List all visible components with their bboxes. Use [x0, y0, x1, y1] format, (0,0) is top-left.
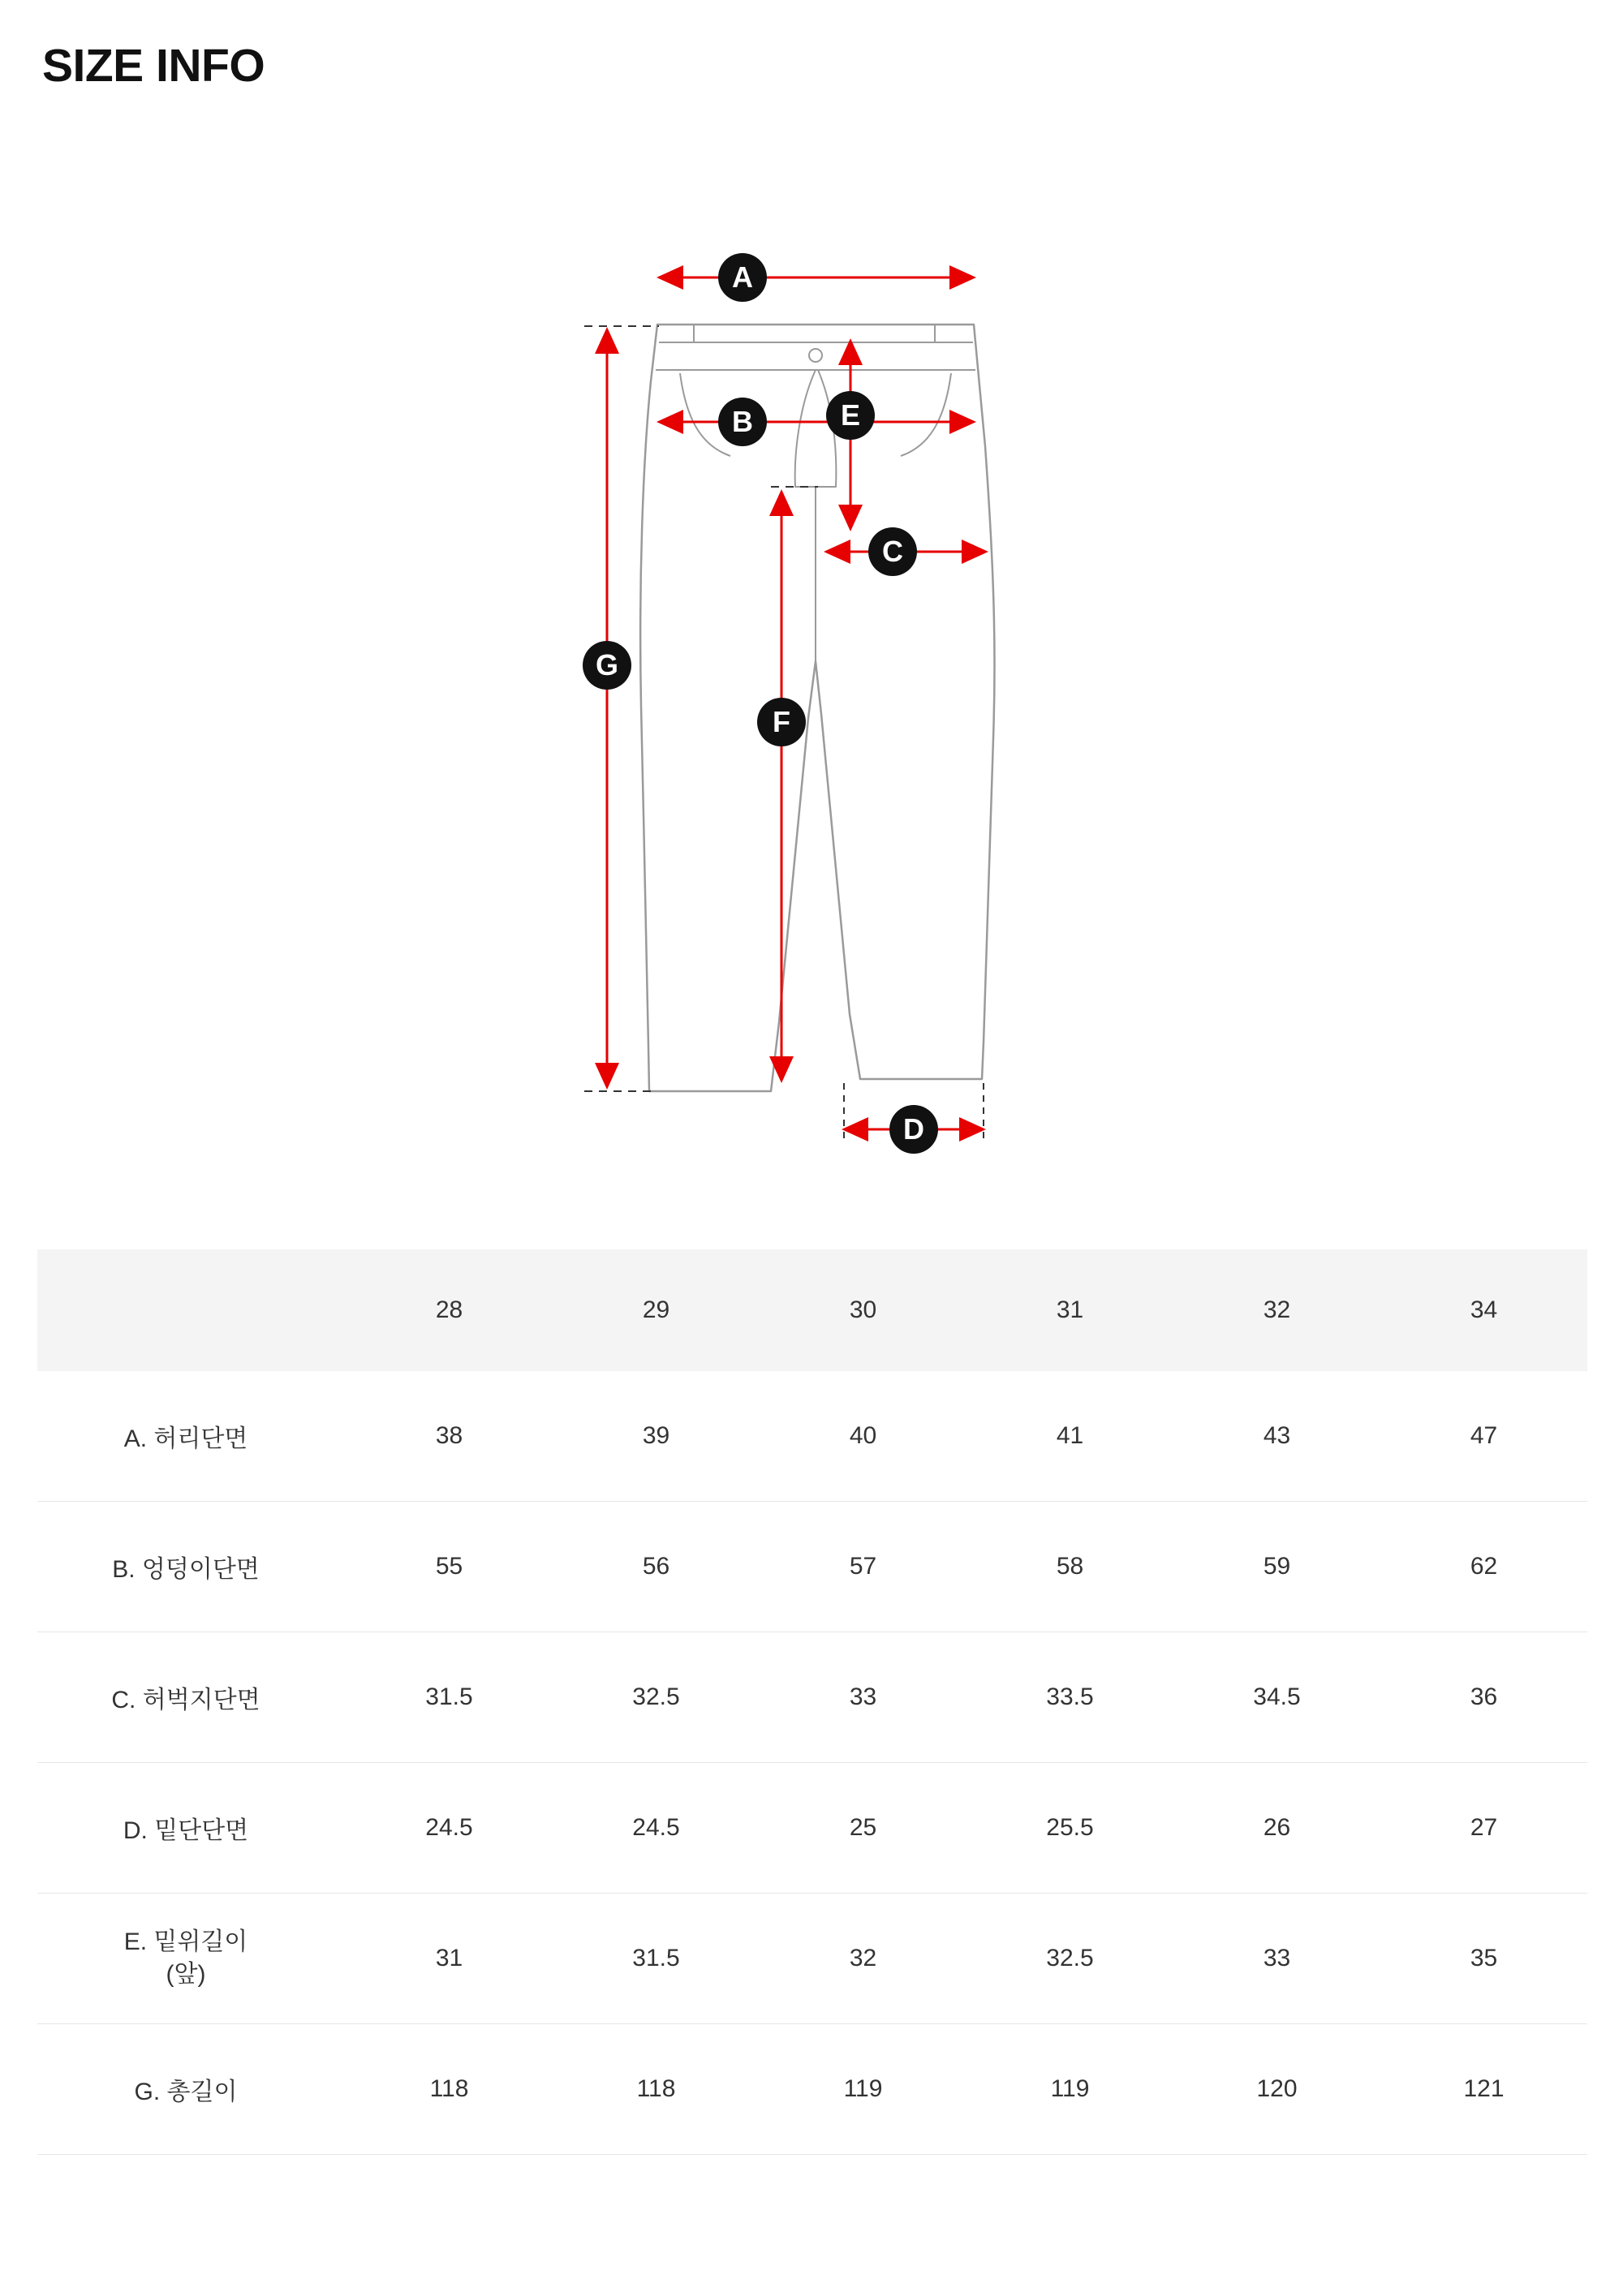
row-label: C. 허벅지단면 — [111, 1687, 260, 1713]
cell: 118 — [636, 2075, 676, 2102]
table-row — [37, 1371, 1587, 1502]
cell: 119 — [1050, 2075, 1090, 2102]
svg-text:D: D — [903, 1112, 924, 1146]
table-row — [37, 1763, 1587, 1894]
cell: 26 — [1263, 1814, 1291, 1841]
marker-f — [757, 698, 806, 746]
cell: 33 — [849, 1683, 877, 1710]
cell: 34.5 — [1253, 1683, 1301, 1710]
cell: 25 — [849, 1814, 877, 1841]
table-row — [37, 1632, 1587, 1763]
row-label — [37, 1894, 346, 2024]
cell: 31.5 — [632, 1945, 680, 1971]
svg-text:F: F — [773, 705, 790, 738]
cell: 57 — [849, 1553, 877, 1580]
cell: 58 — [1056, 1553, 1084, 1580]
marker-c — [868, 527, 917, 576]
column-header-3: 31 — [966, 1249, 1173, 1371]
cell: 24.5 — [632, 1814, 680, 1841]
page-title: SIZE INFO — [42, 40, 265, 92]
cell: 56 — [642, 1553, 670, 1580]
cell: 121 — [1463, 2075, 1505, 2102]
pants-outline — [640, 325, 994, 1091]
size-table — [37, 1249, 1587, 2155]
cell: 33 — [1263, 1945, 1291, 1971]
svg-text:E: E — [840, 398, 861, 432]
svg-text:G: G — [595, 648, 619, 681]
column-header-1: 29 — [553, 1249, 760, 1371]
marker-d — [889, 1105, 938, 1154]
cell: 118 — [429, 2075, 469, 2102]
row-label-line2: (앞) — [166, 1961, 206, 1988]
cell: 25.5 — [1046, 1814, 1094, 1841]
table-header-row — [37, 1249, 1587, 1371]
column-header-0: 28 — [346, 1249, 553, 1371]
cell: 120 — [1256, 2075, 1298, 2102]
table-row — [37, 2024, 1587, 2155]
size-table-head — [37, 1249, 1587, 1371]
row-label-line1: E. 밑위길이 — [123, 1928, 248, 1955]
cell: 31 — [435, 1945, 463, 1971]
svg-text:A: A — [732, 260, 753, 294]
cell: 32 — [849, 1945, 877, 1971]
cell: 40 — [849, 1422, 877, 1449]
row-label: D. 밑단단면 — [123, 1817, 249, 1844]
marker-g — [583, 641, 631, 690]
size-table-wrapper — [37, 1249, 1587, 2155]
pants-diagram-svg — [0, 219, 1623, 1225]
cell: 32.5 — [632, 1683, 680, 1710]
column-header-4: 32 — [1173, 1249, 1380, 1371]
marker-a — [718, 253, 767, 302]
cell: 33.5 — [1046, 1683, 1094, 1710]
corner-cell — [37, 1249, 346, 1371]
cell: 119 — [843, 2075, 883, 2102]
cell: 31.5 — [425, 1683, 473, 1710]
marker-b — [718, 398, 767, 446]
svg-text:B: B — [732, 405, 753, 438]
cell: 27 — [1470, 1814, 1498, 1841]
row-label: A. 허리단면 — [123, 1425, 248, 1452]
measurement-diagram — [0, 219, 1623, 1225]
row-label: G. 총길이 — [134, 2079, 238, 2105]
cell: 41 — [1056, 1422, 1084, 1449]
row-label: B. 엉덩이단면 — [112, 1556, 260, 1583]
cell: 55 — [435, 1553, 463, 1580]
cell: 36 — [1470, 1683, 1498, 1710]
cell: 62 — [1470, 1553, 1498, 1580]
marker-e — [826, 391, 875, 440]
cell: 47 — [1470, 1422, 1498, 1449]
cell: 32.5 — [1046, 1945, 1094, 1971]
cell: 39 — [642, 1422, 670, 1449]
cell: 35 — [1470, 1945, 1498, 1971]
svg-text:C: C — [882, 535, 903, 568]
cell: 59 — [1263, 1553, 1291, 1580]
column-header-2: 30 — [760, 1249, 966, 1371]
cell: 43 — [1263, 1422, 1291, 1449]
column-header-5: 34 — [1380, 1249, 1587, 1371]
cell: 38 — [435, 1422, 463, 1449]
table-row — [37, 1894, 1587, 2024]
table-row — [37, 1502, 1587, 1632]
size-table-body — [37, 1371, 1587, 2155]
cell: 24.5 — [425, 1814, 473, 1841]
